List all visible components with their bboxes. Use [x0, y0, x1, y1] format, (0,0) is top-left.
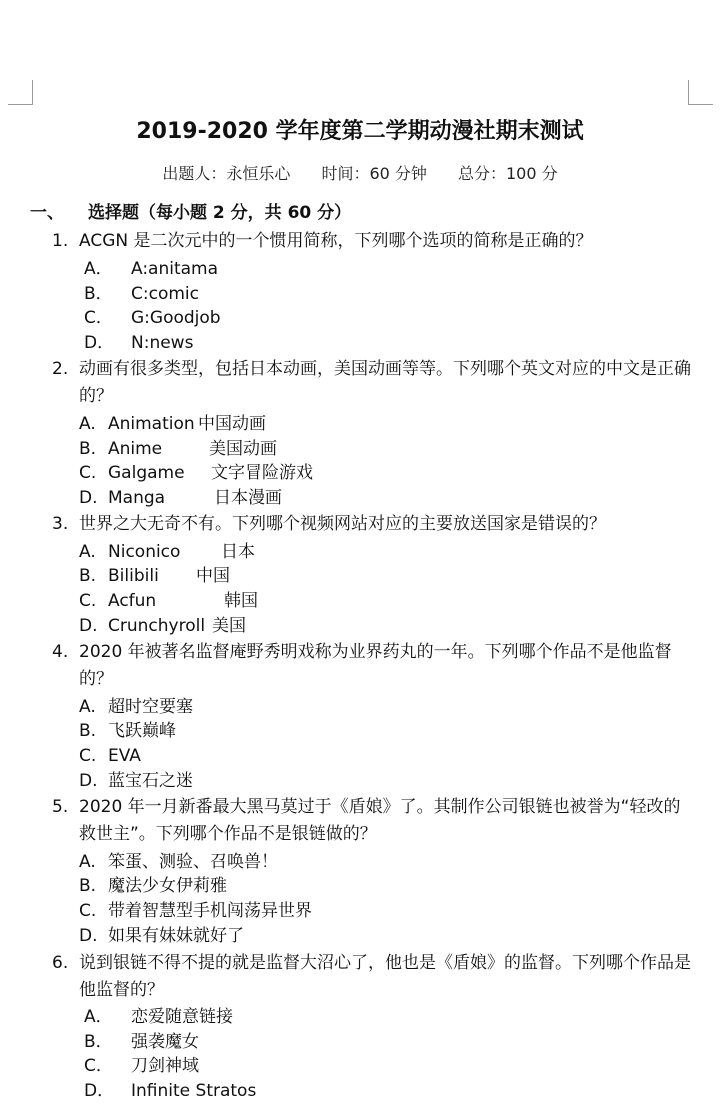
option-6-c: [84, 1054, 199, 1078]
option-1-c: [84, 306, 221, 330]
option-label: C.: [79, 591, 97, 611]
option-label: A．: [84, 1007, 113, 1027]
option-label: D.: [79, 926, 98, 946]
option-extra: 韩国: [224, 591, 258, 611]
question-number: 1.: [52, 231, 69, 251]
option-label: D.: [79, 616, 98, 636]
option-label: A.: [79, 697, 96, 717]
option-label: D．: [84, 1081, 115, 1101]
section-heading: [30, 198, 351, 223]
option-2-b: [79, 437, 277, 461]
option-label: C.: [79, 463, 97, 483]
option-label: C．: [84, 1056, 113, 1076]
option-text: EVA: [108, 746, 141, 766]
option-text: Bilibili: [108, 566, 159, 586]
option-text: Acfun: [108, 591, 157, 611]
question-text: 动画有很多类型，包括日本动画，美国动画等等。下列哪个英文对应的中文是正确的？: [79, 359, 691, 406]
option-label: D.: [79, 771, 98, 791]
option-extra: 中国动画: [198, 414, 266, 434]
section-number: 一、: [30, 203, 64, 223]
option-label: A．: [84, 259, 113, 279]
question-4: [52, 639, 692, 693]
question-number: 6.: [52, 953, 69, 973]
option-text: Animation: [108, 414, 195, 434]
option-text: 超时空要塞: [108, 697, 193, 717]
question-number: 3.: [52, 514, 69, 534]
option-text: 蓝宝石之迷: [108, 771, 193, 791]
option-text: 恋爱随意链接: [131, 1007, 233, 1027]
section-label: 选择题（每小题 2 分，共 60 分）: [88, 203, 352, 223]
question-text: 2020 年被著名监督庵野秀明戏称为业界药丸的一年。下列哪个作品不是他监督的？: [79, 642, 672, 689]
option-text: 魔法少女伊莉雅: [108, 876, 227, 896]
question-text: 2020 年一月新番最大黑马莫过于《盾娘》了。其制作公司银链也被誉为“轻改的救世主”。下列哪个作品不是银链做的？: [79, 797, 681, 844]
option-5-a: [79, 850, 278, 874]
option-1-a: [84, 257, 218, 281]
option-label: D．: [84, 333, 115, 353]
question-6: [52, 950, 692, 1004]
option-label: B.: [79, 566, 97, 586]
option-2-d: [79, 486, 282, 510]
option-text: C:comic: [131, 284, 199, 304]
question-2: [52, 356, 692, 410]
question-text: 说到银链不得不提的就是监督大沼心了，他也是《盾娘》的监督。下列哪个作品是他监督的？: [79, 953, 691, 1000]
option-6-d: [84, 1079, 256, 1103]
option-text: N:news: [131, 333, 194, 353]
option-text: Crunchyroll: [108, 616, 206, 636]
option-extra: 日本漫画: [214, 488, 282, 508]
option-4-b: [79, 719, 176, 743]
question-3: [52, 511, 692, 538]
option-label: C.: [79, 746, 97, 766]
option-4-a: [79, 695, 193, 719]
option-extra: 日本: [221, 542, 255, 562]
option-3-b: [79, 564, 230, 588]
option-text: Infinite Stratos: [131, 1081, 257, 1101]
option-3-d: [79, 614, 246, 638]
question-number: 2.: [52, 359, 69, 379]
option-3-c: [79, 589, 258, 613]
option-label: B．: [84, 1032, 113, 1052]
exam-meta: [0, 161, 720, 184]
option-text: 如果有妹妹就好了: [108, 926, 244, 946]
option-label: D.: [79, 488, 98, 508]
option-label: A.: [79, 542, 96, 562]
question-text: 世界之大无奇不有。下列哪个视频网站对应的主要放送国家是错误的？: [79, 514, 606, 534]
option-label: B．: [84, 284, 113, 304]
option-text: A:anitama: [131, 259, 219, 279]
option-6-a: [84, 1005, 233, 1029]
option-text: 带着智慧型手机闯荡异世界: [108, 901, 312, 921]
crop-mark-top-right: [688, 80, 713, 105]
question-1: [52, 228, 692, 255]
exam-time: 时间：60 分钟: [321, 164, 427, 183]
option-2-c: [79, 461, 313, 485]
exam-author: 出题人：永恒乐心: [162, 164, 291, 183]
option-label: C.: [79, 901, 97, 921]
option-label: B.: [79, 721, 97, 741]
option-text: Manga: [108, 488, 166, 508]
option-text: Galgame: [108, 463, 185, 483]
option-text: Niconico: [108, 542, 181, 562]
option-3-a: [79, 540, 255, 564]
question-number: 5.: [52, 797, 69, 817]
option-label: B.: [79, 439, 97, 459]
option-text: 强袭魔女: [131, 1032, 199, 1052]
option-4-c: [79, 744, 141, 768]
option-label: A.: [79, 414, 96, 434]
document-title: 2019-2020 学年度第二学期动漫社期末测试: [136, 119, 584, 144]
option-2-a: [79, 412, 266, 436]
option-1-b: [84, 282, 199, 306]
option-5-b: [79, 874, 227, 898]
option-6-b: [84, 1030, 199, 1054]
option-extra: 文字冒险游戏: [211, 463, 313, 483]
option-extra: 美国: [212, 616, 246, 636]
question-number: 4.: [52, 642, 69, 662]
option-text: G:Goodjob: [131, 308, 221, 328]
question-5: [52, 794, 692, 848]
option-label: B.: [79, 876, 97, 896]
option-label: C．: [84, 308, 113, 328]
exam-score: 总分：100 分: [458, 164, 558, 183]
option-4-d: [79, 769, 193, 793]
option-5-c: [79, 899, 312, 923]
option-text: 飞跃巅峰: [108, 721, 176, 741]
option-extra: 美国动画: [209, 439, 277, 459]
question-text: ACGN 是二次元中的一个惯用简称，下列哪个选项的简称是正确的？: [79, 231, 593, 251]
option-text: Anime: [108, 439, 163, 459]
option-5-d: [79, 924, 244, 948]
option-extra: 中国: [196, 566, 230, 586]
option-text: 笨蛋、测验、召唤兽！: [108, 852, 278, 872]
crop-mark-top-left: [8, 80, 33, 105]
option-text: 刀剑神域: [131, 1056, 199, 1076]
option-label: A.: [79, 852, 96, 872]
option-1-d: [84, 331, 193, 355]
